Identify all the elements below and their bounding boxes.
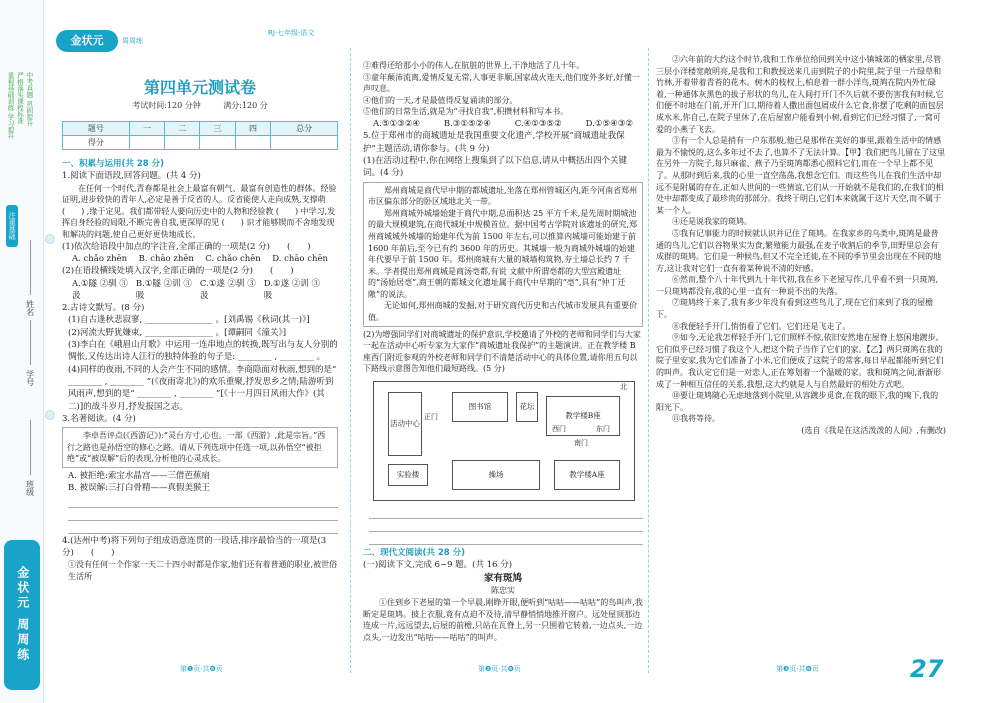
page-title: 第四单元测试卷 — [143, 78, 256, 97]
map-label: 南门 — [574, 439, 588, 448]
map-playground: 操场 — [452, 460, 540, 490]
id-line — [30, 320, 31, 365]
question-5-1: (1)在活动过程中,你在网络上搜集到了以下信息,请从中概括出四个关键词。(4 分) — [363, 155, 627, 179]
binding-hole — [45, 234, 55, 244]
option[interactable]: B. chāo zhēn — [138, 253, 194, 264]
name-line — [30, 240, 31, 295]
article-paragraph: ⑧我便轻手开门,悄悄看了它们。它们还是飞走了。 — [672, 321, 851, 331]
brand-sub: 周周练 — [122, 36, 143, 45]
exam-info — [62, 100, 338, 112]
article-paragraph: ⑩要让斑鸠随心无虑地落到小院里,从容踱步觅食,在我的眼下,我的嗅下,我的阳光下。 — [656, 391, 939, 412]
section-heading: 一、积累与运用(共 28 分) — [62, 159, 165, 169]
map-label: 正门 — [424, 413, 438, 422]
column-3 — [656, 54, 946, 437]
article-paragraph: ⑨如今,无论我怎样轻手开门,它们照样不惊,依旧安然地在屋脊上悠闲地踱步。它们似乎已经习惯了我这个人,把这个院子当作了它们的家。【乙】两只斑鸠在我的院子里安家,我为它们准备了小米,它们便成了这院子的常客,每日早起都能听到它们的叫声。我认定它们是一对恋人,正在筹划着一个温暖的家。我和斑鸠之间,渐渐形成了一种相互信任的关系,我想,这大约就是人与自然最好的相处方式吧。 — [656, 333, 944, 389]
exam-score: 满分:120 分 — [223, 101, 268, 110]
option[interactable]: A.①隧 ②驯 ③汲 — [72, 278, 128, 301]
map-building-a: 教学楼A座 — [554, 460, 620, 490]
map-building-b: 教学楼B座 — [546, 396, 620, 436]
article-paragraph: ③有一个人总是捎有一户东那般,他已是那样在美好的事里,跟着生活中的情感最为不愉悦的,这么多年过不去了,也算不了无法计算。【甲】我们把鸟儿留在了这里在另外一方院子,每只麻雀、燕子乃至斑鸠都悉心照料它们,而在一个早上都不见了。从那时到后来,我的心里一直空荡荡,我想念它们。而这些鸟儿在我们生活中却远不是附属的存在,正如人世间的一些情谊,它们从一开始就不是我们的,在我们的相处中却都变成了最珍贵的那部分。我终于明白,它们本来就属于这片天空,而不属于某一个人。 — [656, 136, 946, 215]
option[interactable]: B.③①⑤②④ — [443, 118, 491, 129]
answer-line[interactable] — [369, 533, 643, 545]
side-slogan: 重视基础训练 学习提升 — [6, 72, 15, 140]
side-slogans — [6, 72, 36, 139]
map-library: 图书馆 — [452, 392, 508, 422]
map-lab-building: 实验楼 — [388, 464, 428, 486]
article-paragraph: ①住到乡下老屋的第一个早晨,刚睁开眼,便听到“咕咕——咕咕”的鸟叫声,我断定是斑鸠。披上衣服,竟有点迫不及待,清早静悄悄地推开窗户。远处屋顶那边连成一片,远远望去,后屋的前檐,只站在瓦脊上,另一只围着它转着,一边点头,一边点头,一边发出“咕咕——咕咕”的叫声。 — [363, 598, 643, 642]
article-paragraph: ⑤我有记事能力的时候就认识并记住了斑鸠。在我家乡的乌类中,斑鸠是最普通的鸟儿,它们以谷物果实为食,繁殖能力最强,在麦子收割后的季节,田野里总会有成群的斑鸠。它们是一种候鸟,但又不完全迁徙,在不同的季节里会出现在不同的地方,这让我对它们一直有着某种说不清的好感。 — [656, 228, 942, 273]
score-input-cell[interactable] — [165, 136, 200, 150]
score-cell: 二 — [165, 122, 200, 136]
score-cell: 题号 — [63, 122, 130, 136]
score-input-cell[interactable] — [129, 136, 164, 150]
map-label: 西门 — [552, 425, 566, 434]
brand-header — [56, 30, 143, 52]
score-cell: 总分 — [271, 122, 338, 136]
article-title: 家有斑鸠 — [483, 572, 522, 584]
campus-map — [373, 381, 635, 501]
info-paragraph: 郑州商城外城墙始建于商代中期,总面积达 25 平方千米,是先周时期城池的最大规模建筑,在商代城址中规模首位。据中国考古学院对该遗址的研究,郑州商城城外城墙的始建年代为前 1500 年左右,可以推算内城墙可能始建于前 1600 年前后,至今已有约 3600 年的历史。其城墙一般为商城外城墙的始建年代要早于前 1500 年。郑州商城有大量的城墙构筑物,夯土墙总长约 7 千米。学者提出郑州商城是商汤亳都,有说 文献中所谓亳都的大型宫殿遗址的“汤始居亳”,商王朝的都城文化遗址属于商代中早期的“亳”,具有“仲丁迁隞”的说法。 — [368, 208, 638, 299]
side-slogan: 严格落实课程标准 — [15, 72, 24, 124]
id-label: 学号 — [25, 370, 35, 386]
column-2 — [363, 60, 643, 643]
section-heading: 二、现代文阅读(共 28 分) — [363, 548, 466, 559]
sentence: ④他们的一天,才是最值得反复诵读的部分。 — [363, 95, 518, 105]
grade-tag: RJ·七年级·语文 — [268, 29, 315, 37]
article-paragraph: ④还是说我家的斑鸠。 — [672, 217, 752, 227]
passage: 在任何一个时代,青春都是社会上最富有朝气、最富有创造性的群体。经验证明,进步较快的青年人,必定是善于反省的人。反省能使人走向成熟,支撑萌 ( ) ,缘于定见。我们都带轻人要向历史中的人物和经验教 ( ) 中学习,发挥自身经验的局限,不断完善自我,更深厚的见 ( ) 识才能够锲而不舍地发现和解决的问题,使自己更好更快地成长。 — [62, 183, 337, 239]
info-paragraph: 郑州商城是商代早中期的都城遗址,坐落在郑州管城区内,距今河南省郑州市区偏东部分的卧区域地北关一带。 — [368, 185, 638, 207]
option[interactable]: D.①遂 ②训 ③吸 — [263, 278, 320, 301]
question-2-2: (2)河流大野犹嫌束, ________________ 。[谭嗣同《潼关》] — [68, 327, 287, 338]
question-2: 2.古诗文默写。(8 分) — [62, 303, 145, 314]
page-footer: 第❶页·共❻页 — [180, 665, 223, 673]
question-2-3: (3)李白在《峨眉山月歌》中运用一连串地点的转换,既写出与友人分别的惆怅,又传达出诗人江行的独特体验的句子是: ________ , ________ 。 — [68, 340, 338, 363]
option[interactable]: C.①遂 ②驯 ③汲 — [199, 278, 256, 301]
page-footer: 第❸页·共❻页 — [776, 665, 819, 673]
score-cell: 得分 — [63, 136, 130, 150]
question-1-2: (2)在语段横线处填入汉字,全部正确的一项是(2 分) ( ) — [62, 266, 294, 277]
option[interactable]: B.①隧 ②训 ③吸 — [135, 278, 192, 301]
options — [363, 118, 643, 130]
question-6: (一)阅读下文,完成 6~9 题。(共 16 分) — [363, 560, 513, 571]
question-1: 1.阅读下面语段,回答问题。(共 4 分) — [62, 171, 201, 182]
class-line — [30, 420, 31, 475]
article-author: 陈忠实 — [491, 586, 515, 596]
article-paragraph: ⑥然而,整个八十年代到九十年代初,我在乡下老屋写作,几乎看不到一只斑鸠,一只斑鸠都没有,我的心里一直有一种说不出的失落。 — [656, 275, 939, 296]
score-cell: 三 — [200, 122, 235, 136]
side-pill: 注重基础 — [6, 205, 18, 247]
sentence: ①没有任何一个作家一天二十四小时都是作家,他们还有着普通的职业,被世俗生活所 — [68, 560, 338, 581]
quote-box: 李卓吾评点(《西游记》):“灵台方寸,心也。一部《西游》,此是宗旨。”西行之路也是孙悟空的修心之路。请从下列选项中任选一项,以孙悟空“被拒绝”或“被误解”后的表现,分析他的心灵成长。 — [62, 427, 338, 468]
answer-line[interactable] — [68, 496, 338, 508]
option[interactable]: C.④①③⑤② — [514, 118, 562, 129]
option[interactable]: A. chǎo zhēn — [72, 253, 128, 264]
score-cell: 四 — [235, 122, 270, 136]
option[interactable]: C. chǎo chēn — [205, 253, 261, 264]
page-footer: 第❷页·共❻页 — [478, 665, 521, 673]
choice-b: B. 被误解:三打白骨精——真假美猴王 — [68, 483, 211, 494]
map-activity-center: 活动中心 — [388, 392, 422, 456]
brand-logo: 金状元 — [56, 30, 118, 52]
column-1 — [62, 156, 338, 583]
option[interactable]: A.⑤①③②④ — [373, 118, 420, 129]
map-label: 东门 — [596, 425, 610, 434]
class-label: 班级 — [25, 480, 35, 496]
choice-a: A. 被拒绝:索宝水晶宫——三借芭蕉扇 — [68, 471, 210, 482]
question-5: 5.位于郑州市的商城遗址是我国重要文化遗产,学校开展“商城遗址我保护”主题活动,请你参与。(共 9 分) — [363, 131, 625, 154]
score-input-cell[interactable] — [235, 136, 270, 150]
answer-line[interactable] — [369, 520, 643, 532]
sentence: ②难得还给那小小的伟人,在肮脏的世界上,干净地活了几十年。 — [363, 61, 585, 70]
score-input-cell[interactable] — [200, 136, 235, 150]
score-cell: 一 — [129, 122, 164, 136]
map-flowerbed: 花坛 — [516, 392, 538, 422]
question-1-1: (1)依次给语段中加点的字注音,全部正确的一项是(2 分) ( ) — [62, 241, 311, 252]
binding-hole — [45, 410, 55, 420]
question-5-2: (2)为增强同学们对商城遗址的保护意识,学校邀请了外校的老师和同学们与大家一起在活动中心听专家为大家作“商城遗址我保护”的主题演讲。正在教学楼 B 座西门附近参观的外校老师和同学们不清楚活动中心的具体位置,请你用五句以下路线示意图告知他们最短路线。(5 分) — [363, 329, 641, 374]
answer-line[interactable] — [68, 509, 338, 521]
north-indicator: 北 — [620, 383, 627, 392]
name-label: 姓名 — [25, 300, 35, 316]
option[interactable]: D.①⑤④③② — [585, 118, 633, 129]
exam-time: 考试时间:120 分钟 — [132, 101, 201, 110]
column-divider — [350, 48, 351, 673]
article-paragraph: ⑦斑鸠终于来了,我有多少年没有看到这些鸟儿了,现在它们来到了我的屋檐下。 — [656, 298, 934, 320]
article-paragraph: ⑪我将等待。 — [672, 414, 720, 424]
options — [62, 253, 338, 265]
question-2-1: (1)自古逢秋悲寂寥, ________________ 。[刘禹锡《秋词(其一)》] — [68, 315, 310, 326]
question-4: 4.(达州中考)将下列句子组成语意连贯的一段话,排序最恰当的一项是(3 分) ( ) — [62, 535, 327, 558]
side-slogan: 中考真题 巩固提升 — [25, 72, 34, 127]
info-paragraph: 无论如何,郑州商城的发掘,对于研究商代历史和古代城市发展具有重要价值。 — [368, 301, 638, 323]
info-box — [363, 182, 643, 327]
score-input-cell[interactable] — [271, 136, 338, 150]
question-3: 3.名著阅读。(4 分) — [62, 413, 136, 424]
option[interactable]: D. chāo chēn — [272, 253, 328, 264]
score-table — [62, 121, 338, 150]
question-2-4: (4)同样的夜雨,不同的人会产生不同的感情。李商隐面对秋雨,想到的是“ ________ , ________ ”(《夜雨寄北》)的欢乐重聚,抒发思乡之情;陆游听到风雨声,想到的是“ ________ , ________ ”[《十一月四日风雨大作》(其二)]的战斗岁月,抒发报国之志。 — [68, 364, 337, 412]
page-number: 27 — [910, 655, 944, 683]
sentence: ⑤他们的日常生活,就是为“寻找自我”,积攒材料和写本书。 — [363, 107, 569, 117]
options — [62, 278, 338, 303]
column-divider — [648, 48, 649, 673]
answer-line[interactable] — [369, 507, 643, 519]
sentence: ③童年颠沛流离,爱情反复无常,人事更非顺,国家战火连天,他们度外多好,好懂一声叹息。 — [363, 72, 640, 94]
article-paragraph: ②六年前的大约这个时节,我和工作单位给回到关中这小镇城郊的栖家里,尽管三层小洋楼宽敞明亮,是我和工和教授送来几亩到院子的小院里,院子里一片绿草和竹林,开着带着青苔的花木。树木的枝杈上,柏息着一群小洋鸟,斑鸠在院内外忙碌着,一种通体灰黑色的拔子形状的鸟儿,在人间打开门不久后就不要伤害我有时候,它们便不时地在门前,开开门口,期待着人撒出面包屑成什么它食,你摆了吃剩的面包层成水米,你自己,在院子里休了,在后屋窗户能看到小树,看到它们已经习惯了,一窝可爱的小燕子飞去。 — [656, 55, 944, 134]
side-logo: 金状元 周周练 — [4, 540, 40, 690]
article-source: (选自《我是在这活泼泼的人间》,有删改) — [801, 426, 946, 435]
score-table-score-row — [63, 136, 338, 150]
score-table-header-row — [63, 122, 338, 136]
answer-line[interactable] — [68, 522, 338, 534]
